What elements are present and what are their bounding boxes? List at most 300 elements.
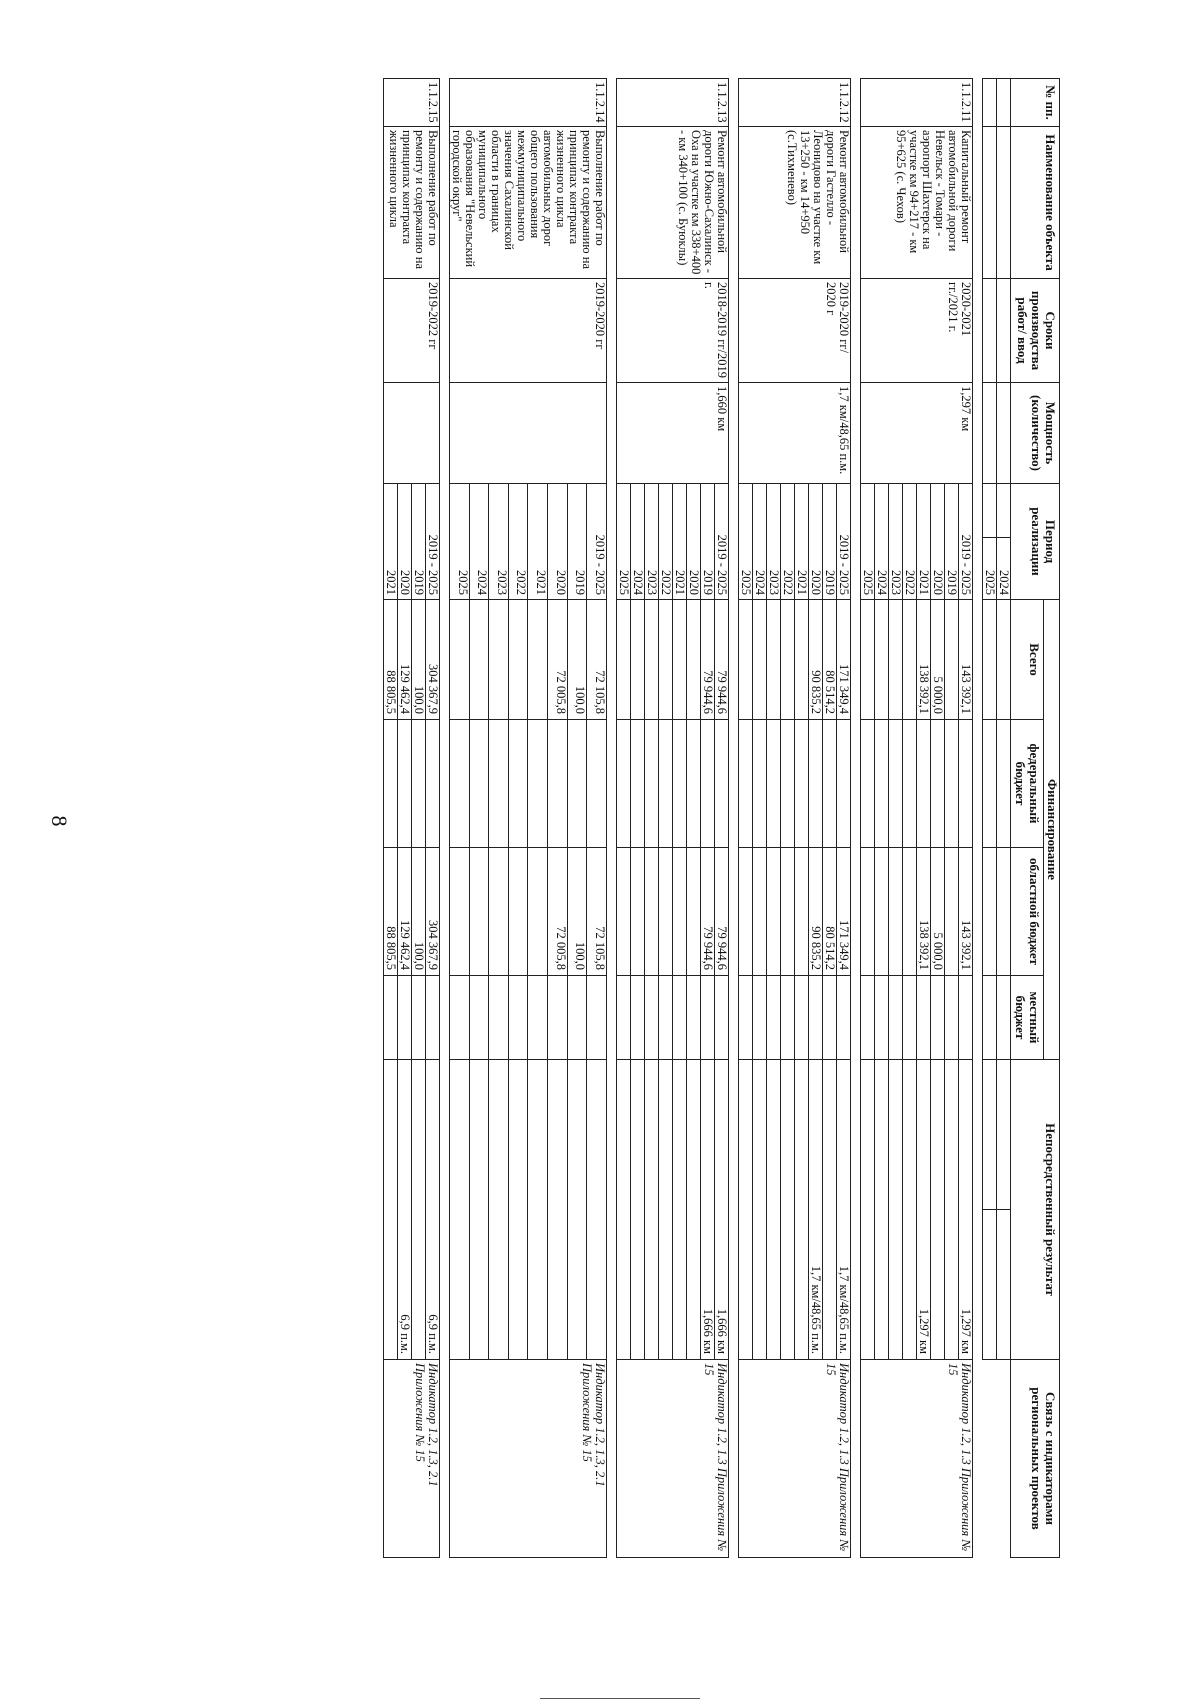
object-capacity xyxy=(450,383,607,484)
result-cell xyxy=(673,1060,687,1360)
result-cell xyxy=(687,1060,701,1360)
period-cell: 2019 - 2025 xyxy=(426,484,440,600)
continued-row xyxy=(997,79,1011,1558)
separator-cell xyxy=(440,79,450,1360)
total-cell: 79 944,6 xyxy=(715,600,729,720)
period-cell: 2024 xyxy=(631,484,645,600)
local-cell xyxy=(528,976,548,1060)
empty-cell xyxy=(983,127,997,279)
regional-cell xyxy=(861,848,875,976)
regional-cell xyxy=(795,848,809,976)
local-cell xyxy=(673,976,687,1060)
result-cell xyxy=(631,1060,645,1360)
period-cell: 2024 xyxy=(875,484,889,600)
period-cell: 2022 xyxy=(781,484,795,600)
total-cell xyxy=(673,600,687,720)
period-cell: 2025 xyxy=(739,484,753,600)
result-cell xyxy=(781,1060,795,1360)
header-link: Связь с индикаторами региональных проектов xyxy=(1011,1360,1060,1558)
federal-cell xyxy=(795,720,809,848)
period-cell: 2024 xyxy=(469,484,489,600)
federal-cell xyxy=(450,720,470,848)
local-cell xyxy=(631,976,645,1060)
total-cell xyxy=(631,600,645,720)
regional-cell: 171 349,4 xyxy=(837,848,851,976)
result-cell xyxy=(903,1060,917,1360)
federal-cell xyxy=(384,720,398,848)
empty-cell xyxy=(997,720,1011,848)
local-cell xyxy=(426,976,440,1060)
result-cell xyxy=(795,1060,809,1360)
object-terms: 2019-2022 гг xyxy=(384,279,440,383)
empty-cell xyxy=(983,484,997,538)
regional-cell xyxy=(508,848,528,976)
result-cell xyxy=(823,1060,837,1360)
result-cell: 6,9 п.м. xyxy=(426,1060,440,1360)
object-separator xyxy=(851,79,861,1558)
local-cell xyxy=(781,976,795,1060)
period-cell: 2019 - 2025 xyxy=(837,484,851,600)
indicator-link: Индикатор 1.2, 1.3 Приложения № 15 xyxy=(617,1360,729,1558)
object-separator xyxy=(607,79,617,1558)
federal-cell xyxy=(767,720,781,848)
object-capacity xyxy=(384,383,440,484)
local-cell xyxy=(739,976,753,1060)
period-cell: 2021 xyxy=(917,484,931,600)
empty-cell xyxy=(983,976,997,1060)
result-cell xyxy=(931,1060,945,1360)
total-cell xyxy=(903,600,917,720)
object-terms: 2019-2020 гг xyxy=(450,279,607,383)
object-capacity: 1,660 км xyxy=(617,383,729,484)
period-cell: 2021 xyxy=(528,484,548,600)
period-cell: 2019 xyxy=(823,484,837,600)
federal-cell xyxy=(587,720,607,848)
empty-cell xyxy=(983,1060,997,1210)
total-cell xyxy=(469,600,489,720)
period-cell: 2025 xyxy=(450,484,470,600)
local-cell xyxy=(412,976,426,1060)
period-cell: 2019 - 2025 xyxy=(959,484,973,600)
total-cell: 129 462,4 xyxy=(398,600,412,720)
regional-cell: 80 514,2 xyxy=(823,848,837,976)
empty-cell xyxy=(997,279,1011,383)
total-cell: 171 349,4 xyxy=(837,600,851,720)
total-cell xyxy=(659,600,673,720)
object-number: 1.1.2.12 xyxy=(739,79,851,127)
period-cell: 2025 xyxy=(861,484,875,600)
federal-cell xyxy=(837,720,851,848)
local-cell xyxy=(753,976,767,1060)
regional-cell: 90 835,2 xyxy=(809,848,823,976)
object-name: Выполнение работ по ремонту и содержанию на принципах контракта жизненного цикла автомобильных дорог общего пользования межмуниципального значения Сахалинской области в границах муниципального образования "Невельский городской округ" xyxy=(450,127,607,279)
object-name: Ремонт автомобильной дороги Гастелло - Леонидово на участке км 13+250 - км 14+950 (с.Тихменево) xyxy=(739,127,851,279)
federal-cell xyxy=(659,720,673,848)
header-period: Период реализации xyxy=(1011,484,1060,600)
indicator-link: Индикатор 1.2, 1.3 Приложения № 15 xyxy=(739,1360,851,1558)
total-cell: 100,0 xyxy=(567,600,587,720)
federal-cell xyxy=(489,720,509,848)
total-cell: 100,0 xyxy=(412,600,426,720)
header-num: № пп. xyxy=(1011,79,1060,127)
local-cell xyxy=(809,976,823,1060)
result-cell: 1,297 км xyxy=(917,1060,931,1360)
total-cell: 80 514,2 xyxy=(823,600,837,720)
regional-cell xyxy=(767,848,781,976)
result-cell xyxy=(450,1060,470,1360)
header-terms: Сроки производства работ/ ввод xyxy=(1011,279,1060,383)
federal-cell xyxy=(398,720,412,848)
federal-cell xyxy=(861,720,875,848)
federal-cell xyxy=(412,720,426,848)
empty-cell xyxy=(983,848,997,976)
table-row xyxy=(715,79,729,1558)
period-cell: 2020 xyxy=(548,484,568,600)
total-cell: 88 805,5 xyxy=(384,600,398,720)
regional-cell: 72 005,8 xyxy=(548,848,568,976)
object-name: Ремонт автомобильной дороги Южно-Сахалинск - Оха на участке км 338+400 - км 340+100 (с. Буюклы) xyxy=(617,127,729,279)
federal-cell xyxy=(701,720,715,848)
period-cell: 2023 xyxy=(645,484,659,600)
period-cell: 2019 xyxy=(412,484,426,600)
result-cell xyxy=(528,1060,548,1360)
federal-cell xyxy=(508,720,528,848)
total-cell xyxy=(795,600,809,720)
regional-cell xyxy=(875,848,889,976)
object-name: Выполнение работ по ремонту и содержанию на принципах контракта жизненного цикла xyxy=(384,127,440,279)
object-terms: 2018-2019 гг/2019 г. xyxy=(617,279,729,383)
result-cell xyxy=(889,1060,903,1360)
total-cell xyxy=(781,600,795,720)
header-federal: федеральный бюджет xyxy=(1011,720,1044,848)
table-header xyxy=(1011,79,1060,1558)
period-cell: 2019 - 2025 xyxy=(587,484,607,600)
total-cell: 138 392,1 xyxy=(917,600,931,720)
regional-cell xyxy=(781,848,795,976)
total-cell: 72 105,8 xyxy=(587,600,607,720)
federal-cell xyxy=(645,720,659,848)
result-cell xyxy=(659,1060,673,1360)
empty-cell xyxy=(997,383,1011,484)
regional-cell xyxy=(617,848,631,976)
period-cell: 2022 xyxy=(903,484,917,600)
total-cell xyxy=(528,600,548,720)
result-cell xyxy=(384,1060,398,1360)
federal-cell xyxy=(781,720,795,848)
continued-row xyxy=(983,79,997,1558)
table-row xyxy=(959,79,973,1558)
total-cell: 79 944,6 xyxy=(701,600,715,720)
federal-cell xyxy=(903,720,917,848)
total-cell xyxy=(945,600,959,720)
period-cell: 2024 xyxy=(753,484,767,600)
object-number: 1.1.2.13 xyxy=(617,79,729,127)
regional-cell: 100,0 xyxy=(567,848,587,976)
header-result: Непосредственный результат xyxy=(1011,1060,1060,1360)
result-cell xyxy=(753,1060,767,1360)
local-cell xyxy=(959,976,973,1060)
indicator-link: Индикатор 1.2, 1.3, 2.1 Приложения № 15 xyxy=(384,1360,440,1558)
empty-cell xyxy=(997,79,1011,127)
header-regional: областной бюджет xyxy=(1011,848,1044,976)
result-cell: 1,7 км/48,65 п.м. xyxy=(809,1060,823,1360)
result-cell xyxy=(469,1060,489,1360)
indicator-link: Индикатор 1.2, 1.3 Приложения № 15 xyxy=(861,1360,973,1558)
total-cell xyxy=(753,600,767,720)
result-cell: 1,666 км xyxy=(701,1060,715,1360)
header-financing: Финансирование xyxy=(1044,600,1060,1060)
regional-cell: 304 367,9 xyxy=(426,848,440,976)
federal-cell xyxy=(889,720,903,848)
federal-cell xyxy=(687,720,701,848)
period-cell: 2019 - 2025 xyxy=(715,484,729,600)
regional-cell xyxy=(659,848,673,976)
local-cell xyxy=(659,976,673,1060)
total-cell xyxy=(450,600,470,720)
period-cell: 2020 xyxy=(398,484,412,600)
local-cell xyxy=(617,976,631,1060)
total-cell xyxy=(875,600,889,720)
federal-cell xyxy=(875,720,889,848)
indicator-link: Индикатор 1.2, 1.3, 2.1 Приложения № 15 xyxy=(450,1360,607,1558)
period-cell: 2023 xyxy=(889,484,903,600)
local-cell xyxy=(645,976,659,1060)
federal-cell xyxy=(917,720,931,848)
table-row xyxy=(426,79,440,1558)
separator-cell xyxy=(607,79,617,1360)
object-terms: 2019-2020 гг/ 2020 г xyxy=(739,279,851,383)
federal-cell xyxy=(931,720,945,848)
empty-cell xyxy=(983,600,997,720)
empty-cell xyxy=(997,1060,1011,1210)
result-cell xyxy=(861,1060,875,1360)
regional-cell xyxy=(687,848,701,976)
local-cell xyxy=(823,976,837,1060)
result-cell: 1,7 км/48,65 п.м. xyxy=(837,1060,851,1360)
period-cell: 2023 xyxy=(489,484,509,600)
total-cell: 304 367,9 xyxy=(426,600,440,720)
empty-cell xyxy=(983,279,997,383)
result-cell xyxy=(617,1060,631,1360)
local-cell xyxy=(861,976,875,1060)
regional-cell xyxy=(673,848,687,976)
period-cell: 2021 xyxy=(673,484,687,600)
regional-cell: 79 944,6 xyxy=(701,848,715,976)
regional-cell xyxy=(469,848,489,976)
empty-cell xyxy=(997,848,1011,976)
period-cell: 2020 xyxy=(931,484,945,600)
period-cell: 2021 xyxy=(795,484,809,600)
result-cell xyxy=(567,1060,587,1360)
federal-cell xyxy=(469,720,489,848)
object-number: 1.1.2.14 xyxy=(450,79,607,127)
total-cell xyxy=(687,600,701,720)
total-cell: 143 392,1 xyxy=(959,600,973,720)
local-cell xyxy=(889,976,903,1060)
total-cell xyxy=(767,600,781,720)
table-row xyxy=(837,79,851,1558)
federal-cell xyxy=(809,720,823,848)
federal-cell xyxy=(959,720,973,848)
total-cell: 5 000,0 xyxy=(931,600,945,720)
local-cell xyxy=(567,976,587,1060)
bottom-rule xyxy=(540,1698,700,1699)
regional-cell xyxy=(489,848,509,976)
local-cell xyxy=(875,976,889,1060)
total-cell xyxy=(489,600,509,720)
federal-cell xyxy=(426,720,440,848)
object-capacity: 1,297 км xyxy=(861,383,973,484)
total-cell xyxy=(739,600,753,720)
federal-cell xyxy=(715,720,729,848)
object-separator xyxy=(973,79,983,1558)
table-body xyxy=(384,79,1011,1558)
federal-cell xyxy=(528,720,548,848)
result-cell xyxy=(489,1060,509,1360)
local-cell xyxy=(931,976,945,1060)
regional-cell: 100,0 xyxy=(412,848,426,976)
rotated-table-wrapper xyxy=(180,78,1060,1558)
local-cell xyxy=(945,976,959,1060)
empty-cell xyxy=(997,127,1011,279)
object-separator xyxy=(440,79,450,1558)
empty-cell xyxy=(997,484,1011,538)
local-cell xyxy=(587,976,607,1060)
empty-cell xyxy=(997,1210,1011,1360)
header-local: местный бюджет xyxy=(1011,976,1044,1060)
regional-cell xyxy=(645,848,659,976)
result-cell: 6,9 п.м. xyxy=(398,1060,412,1360)
regional-cell: 138 392,1 xyxy=(917,848,931,976)
empty-cell xyxy=(983,1210,997,1360)
federal-cell xyxy=(631,720,645,848)
period-cell: 2019 xyxy=(567,484,587,600)
federal-cell xyxy=(673,720,687,848)
financing-table xyxy=(383,78,1060,1558)
regional-cell: 88 805,5 xyxy=(384,848,398,976)
empty-cell xyxy=(997,976,1011,1060)
local-cell xyxy=(469,976,489,1060)
total-cell xyxy=(889,600,903,720)
regional-cell xyxy=(945,848,959,976)
period-cell: 2020 xyxy=(809,484,823,600)
result-cell xyxy=(739,1060,753,1360)
local-cell xyxy=(489,976,509,1060)
regional-cell: 79 944,6 xyxy=(715,848,729,976)
total-cell xyxy=(508,600,528,720)
period-cell: 2025 xyxy=(983,538,997,600)
local-cell xyxy=(687,976,701,1060)
local-cell xyxy=(917,976,931,1060)
regional-cell xyxy=(889,848,903,976)
period-cell: 2019 xyxy=(945,484,959,600)
local-cell xyxy=(450,976,470,1060)
empty-cell xyxy=(997,600,1011,720)
total-cell xyxy=(861,600,875,720)
header-total: Всего xyxy=(1011,600,1044,720)
empty-cell xyxy=(983,79,997,127)
period-cell: 2021 xyxy=(384,484,398,600)
local-cell xyxy=(795,976,809,1060)
regional-cell: 72 105,8 xyxy=(587,848,607,976)
object-number: 1.1.2.15 xyxy=(384,79,440,127)
result-cell xyxy=(548,1060,568,1360)
total-cell: 90 835,2 xyxy=(809,600,823,720)
local-cell xyxy=(398,976,412,1060)
page-number: 8 xyxy=(47,815,72,827)
local-cell xyxy=(837,976,851,1060)
federal-cell xyxy=(823,720,837,848)
period-cell: 2024 xyxy=(997,538,1011,600)
total-cell: 72 005,8 xyxy=(548,600,568,720)
period-cell: 2023 xyxy=(767,484,781,600)
regional-cell: 5 000,0 xyxy=(931,848,945,976)
object-number: 1.1.2.11 xyxy=(861,79,973,127)
regional-cell xyxy=(631,848,645,976)
federal-cell xyxy=(617,720,631,848)
regional-cell xyxy=(903,848,917,976)
period-cell: 2020 xyxy=(687,484,701,600)
object-name: Капитальный ремонт автомобильной дороги Невельск - Томари - аэропорт Шахтерск на участке км 94+217 - км 95+625 (с. Чехов) xyxy=(861,127,973,279)
result-cell: 1,666 км xyxy=(715,1060,729,1360)
period-cell: 2022 xyxy=(508,484,528,600)
object-terms: 2020-2021 гг./2021 г. xyxy=(861,279,973,383)
result-cell xyxy=(767,1060,781,1360)
local-cell xyxy=(903,976,917,1060)
result-cell xyxy=(412,1060,426,1360)
period-cell: 2019 xyxy=(701,484,715,600)
result-cell: 1,297 км xyxy=(959,1060,973,1360)
separator-cell xyxy=(729,79,739,1360)
local-cell xyxy=(384,976,398,1060)
local-cell xyxy=(715,976,729,1060)
regional-cell: 143 392,1 xyxy=(959,848,973,976)
federal-cell xyxy=(567,720,587,848)
result-cell xyxy=(875,1060,889,1360)
separator-cell xyxy=(851,79,861,1360)
result-cell xyxy=(587,1060,607,1360)
object-capacity: 1,7 км/48,65 п.м. xyxy=(739,383,851,484)
period-cell: 2025 xyxy=(617,484,631,600)
result-cell xyxy=(508,1060,528,1360)
federal-cell xyxy=(945,720,959,848)
federal-cell xyxy=(739,720,753,848)
total-cell xyxy=(645,600,659,720)
total-cell xyxy=(617,600,631,720)
empty-cell xyxy=(983,720,997,848)
object-separator xyxy=(729,79,739,1558)
local-cell xyxy=(508,976,528,1060)
result-cell xyxy=(945,1060,959,1360)
table-row xyxy=(587,79,607,1558)
regional-cell xyxy=(450,848,470,976)
local-cell xyxy=(548,976,568,1060)
local-cell xyxy=(767,976,781,1060)
header-name: Наименование объекта xyxy=(1011,127,1060,279)
header-capacity: Мощность (количество) xyxy=(1011,383,1060,484)
empty-cell xyxy=(983,383,997,484)
local-cell xyxy=(701,976,715,1060)
regional-cell xyxy=(753,848,767,976)
period-cell: 2022 xyxy=(659,484,673,600)
separator-cell xyxy=(973,79,983,1360)
federal-cell xyxy=(753,720,767,848)
result-cell xyxy=(645,1060,659,1360)
regional-cell xyxy=(528,848,548,976)
federal-cell xyxy=(548,720,568,848)
regional-cell xyxy=(739,848,753,976)
regional-cell: 129 462,4 xyxy=(398,848,412,976)
